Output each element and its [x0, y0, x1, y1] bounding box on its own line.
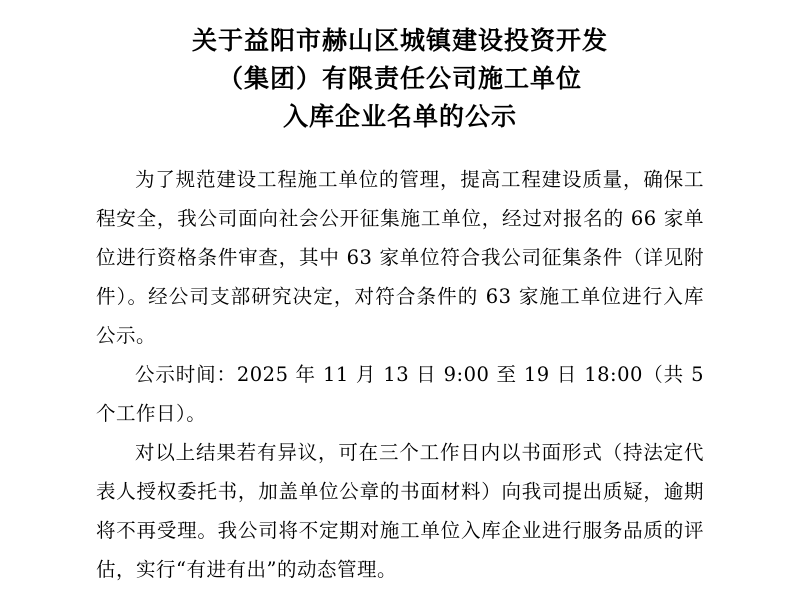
paragraph-3: 对以上结果若有异议，可在三个工作日内以书面形式（持法定代表人授权委托书，加盖单位公章的书面材料）向我司提出质疑，逾期将不再受理。我公司将不定期对施工单位入库企业进行服务品质的评估，实行“有进有出”的动态管理。: [96, 441, 704, 581]
paragraph-2: 公示时间：2025 年 11 月 13 日 9:00 至 19 日 18:00（共 5 个工作日）。: [96, 363, 704, 425]
page-title-line-3: 入库企业名单的公示: [282, 102, 517, 131]
page-title-line-2: （集团）有限责任公司施工单位: [217, 64, 582, 93]
paragraph-1: 为了规范建设工程施工单位的管理，提高工程建设质量，确保工程安全，我公司面向社会公开征集施工单位，经过对报名的 66 家单位进行资格条件审查，其中 63 家单位符合我公司征集条件（详见附件）。经公司支部研究决定，对符合条件的 63 家施工单位进行入库公示。: [96, 168, 704, 347]
document-body: [96, 160, 704, 589]
page-title-line-1: 关于益阳市赫山区城镇建设投资开发: [191, 26, 608, 55]
page-title: [96, 22, 704, 136]
